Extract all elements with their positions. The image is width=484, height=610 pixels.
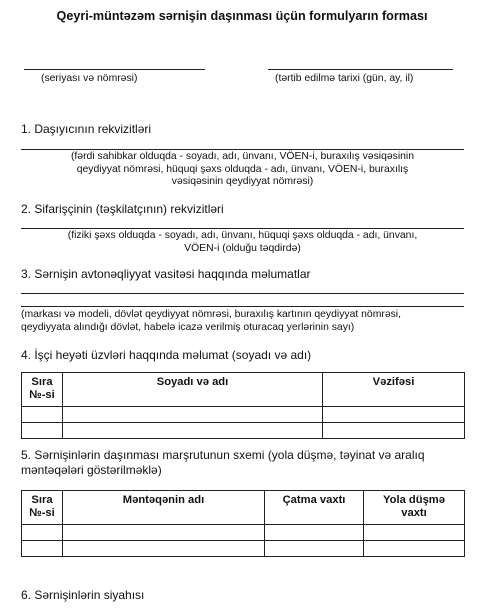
route-col-row-no-l2: №-si <box>29 507 55 519</box>
carrier-hint-line-2: qeydiyyat nömrəsi, hüquqi şəxs olduqda - adı, ünvanı, VÖEN-i, buraxılış <box>76 163 409 175</box>
route-cell[interactable] <box>63 525 265 541</box>
date-caption: (tərtib edilmə tarixi (gün, ay, il) <box>275 73 414 84</box>
route-table-row <box>22 525 465 541</box>
crew-col-position <box>323 373 465 407</box>
route-heading-line-2: məntəqələri göstərilməklə) <box>21 462 162 477</box>
passengers-heading: 6. Sərnişinlərin siyahısı <box>21 588 145 602</box>
series-number-line[interactable] <box>24 69 205 70</box>
route-cell[interactable] <box>364 541 465 557</box>
route-cell[interactable] <box>265 541 364 557</box>
carrier-hint-line-1: (fərdi sahibkar olduqda - soyadı, adı, ünvanı, VÖEN-i, buraxılış vəsiqəsinin <box>70 151 415 162</box>
route-col-departure <box>364 491 465 525</box>
customer-hint-line-2: VÖEN-i (olduğu təqdirdə) <box>184 242 301 254</box>
date-line[interactable] <box>268 69 453 70</box>
route-heading <box>21 448 425 477</box>
customer-hint <box>21 230 464 255</box>
crew-cell[interactable] <box>63 423 323 439</box>
carrier-input-line[interactable] <box>21 149 464 150</box>
vehicle-heading: 3. Sərnişin avtonəqliyyat vasitəsi haqqında məlumatlar <box>21 267 311 281</box>
carrier-hint <box>21 151 464 189</box>
route-col-departure-l2: vaxtı <box>401 507 427 519</box>
route-col-row-no <box>22 491 63 525</box>
vehicle-hint-line-1: (markası və modeli, dövlət qeydiyyat nömrəsi, buraxılış kartının qeydiyyat nömrəsi, <box>21 309 401 320</box>
vehicle-input-line-2[interactable] <box>21 306 464 307</box>
route-col-departure-l1: Yola düşmə <box>383 494 445 506</box>
route-table-header <box>22 491 465 525</box>
customer-heading: 2. Sifarişçinin (təşkilatçının) rekvizitləri <box>21 202 224 216</box>
crew-table-row <box>22 423 465 439</box>
route-cell[interactable] <box>63 541 265 557</box>
crew-cell[interactable] <box>63 407 323 423</box>
route-cell[interactable] <box>265 525 364 541</box>
route-col-row-no-l1: Sıra <box>31 494 53 506</box>
crew-col-row-no-l2: №-si <box>29 389 55 401</box>
route-col-point <box>63 491 265 525</box>
vehicle-hint-line-2: qeydiyyata alındığı dövlət, habelə icazə verilmiş oturacaq yerlərinin sayı) <box>21 321 355 333</box>
crew-table-row <box>22 407 465 423</box>
carrier-heading: 1. Daşıyıcının rekvizitləri <box>21 122 152 136</box>
crew-table-header <box>22 373 465 407</box>
series-number-caption: (seriyası və nömrəsi) <box>41 73 138 84</box>
form-title: Qeyri-müntəzəm sərnişin daşınması üçün formulyarın forması <box>56 9 428 23</box>
crew-cell[interactable] <box>22 423 63 439</box>
vehicle-hint <box>21 309 471 334</box>
route-col-arrival <box>265 491 364 525</box>
route-col-arrival-label: Çatma vaxtı <box>282 494 346 506</box>
crew-cell[interactable] <box>22 407 63 423</box>
carrier-hint-line-3: vəsiqəsinin qeydiyyat nömrəsi) <box>171 176 314 188</box>
customer-hint-line-1: (fiziki şəxs olduqda - soyadı, adı, ünvanı, hüquqi şəxs olduqda - adı, ünvanı, <box>67 230 418 241</box>
crew-cell[interactable] <box>323 407 465 423</box>
crew-col-row-no-l1: Sıra <box>31 376 53 388</box>
crew-col-name <box>63 373 323 407</box>
route-heading-line-1: 5. Sərnişinlərin daşınması marşrutunun sxemi (yola düşmə, təyinat və aralıq <box>21 448 425 462</box>
crew-table <box>21 372 465 439</box>
route-cell[interactable] <box>364 525 465 541</box>
route-cell[interactable] <box>22 541 63 557</box>
vehicle-input-line-1[interactable] <box>21 293 464 294</box>
customer-input-line[interactable] <box>21 228 464 229</box>
route-table <box>21 490 465 557</box>
crew-cell[interactable] <box>323 423 465 439</box>
route-cell[interactable] <box>22 525 63 541</box>
route-table-row <box>22 541 465 557</box>
crew-col-name-label: Soyadı və adı <box>156 376 229 388</box>
crew-col-position-label: Vəzifəsi <box>372 376 415 388</box>
crew-col-row-no <box>22 373 63 407</box>
crew-heading: 4. İşçi heyəti üzvləri haqqında məlumat (soyadı və adı) <box>21 348 312 362</box>
route-col-point-label: Məntəqənin adı <box>122 494 205 506</box>
